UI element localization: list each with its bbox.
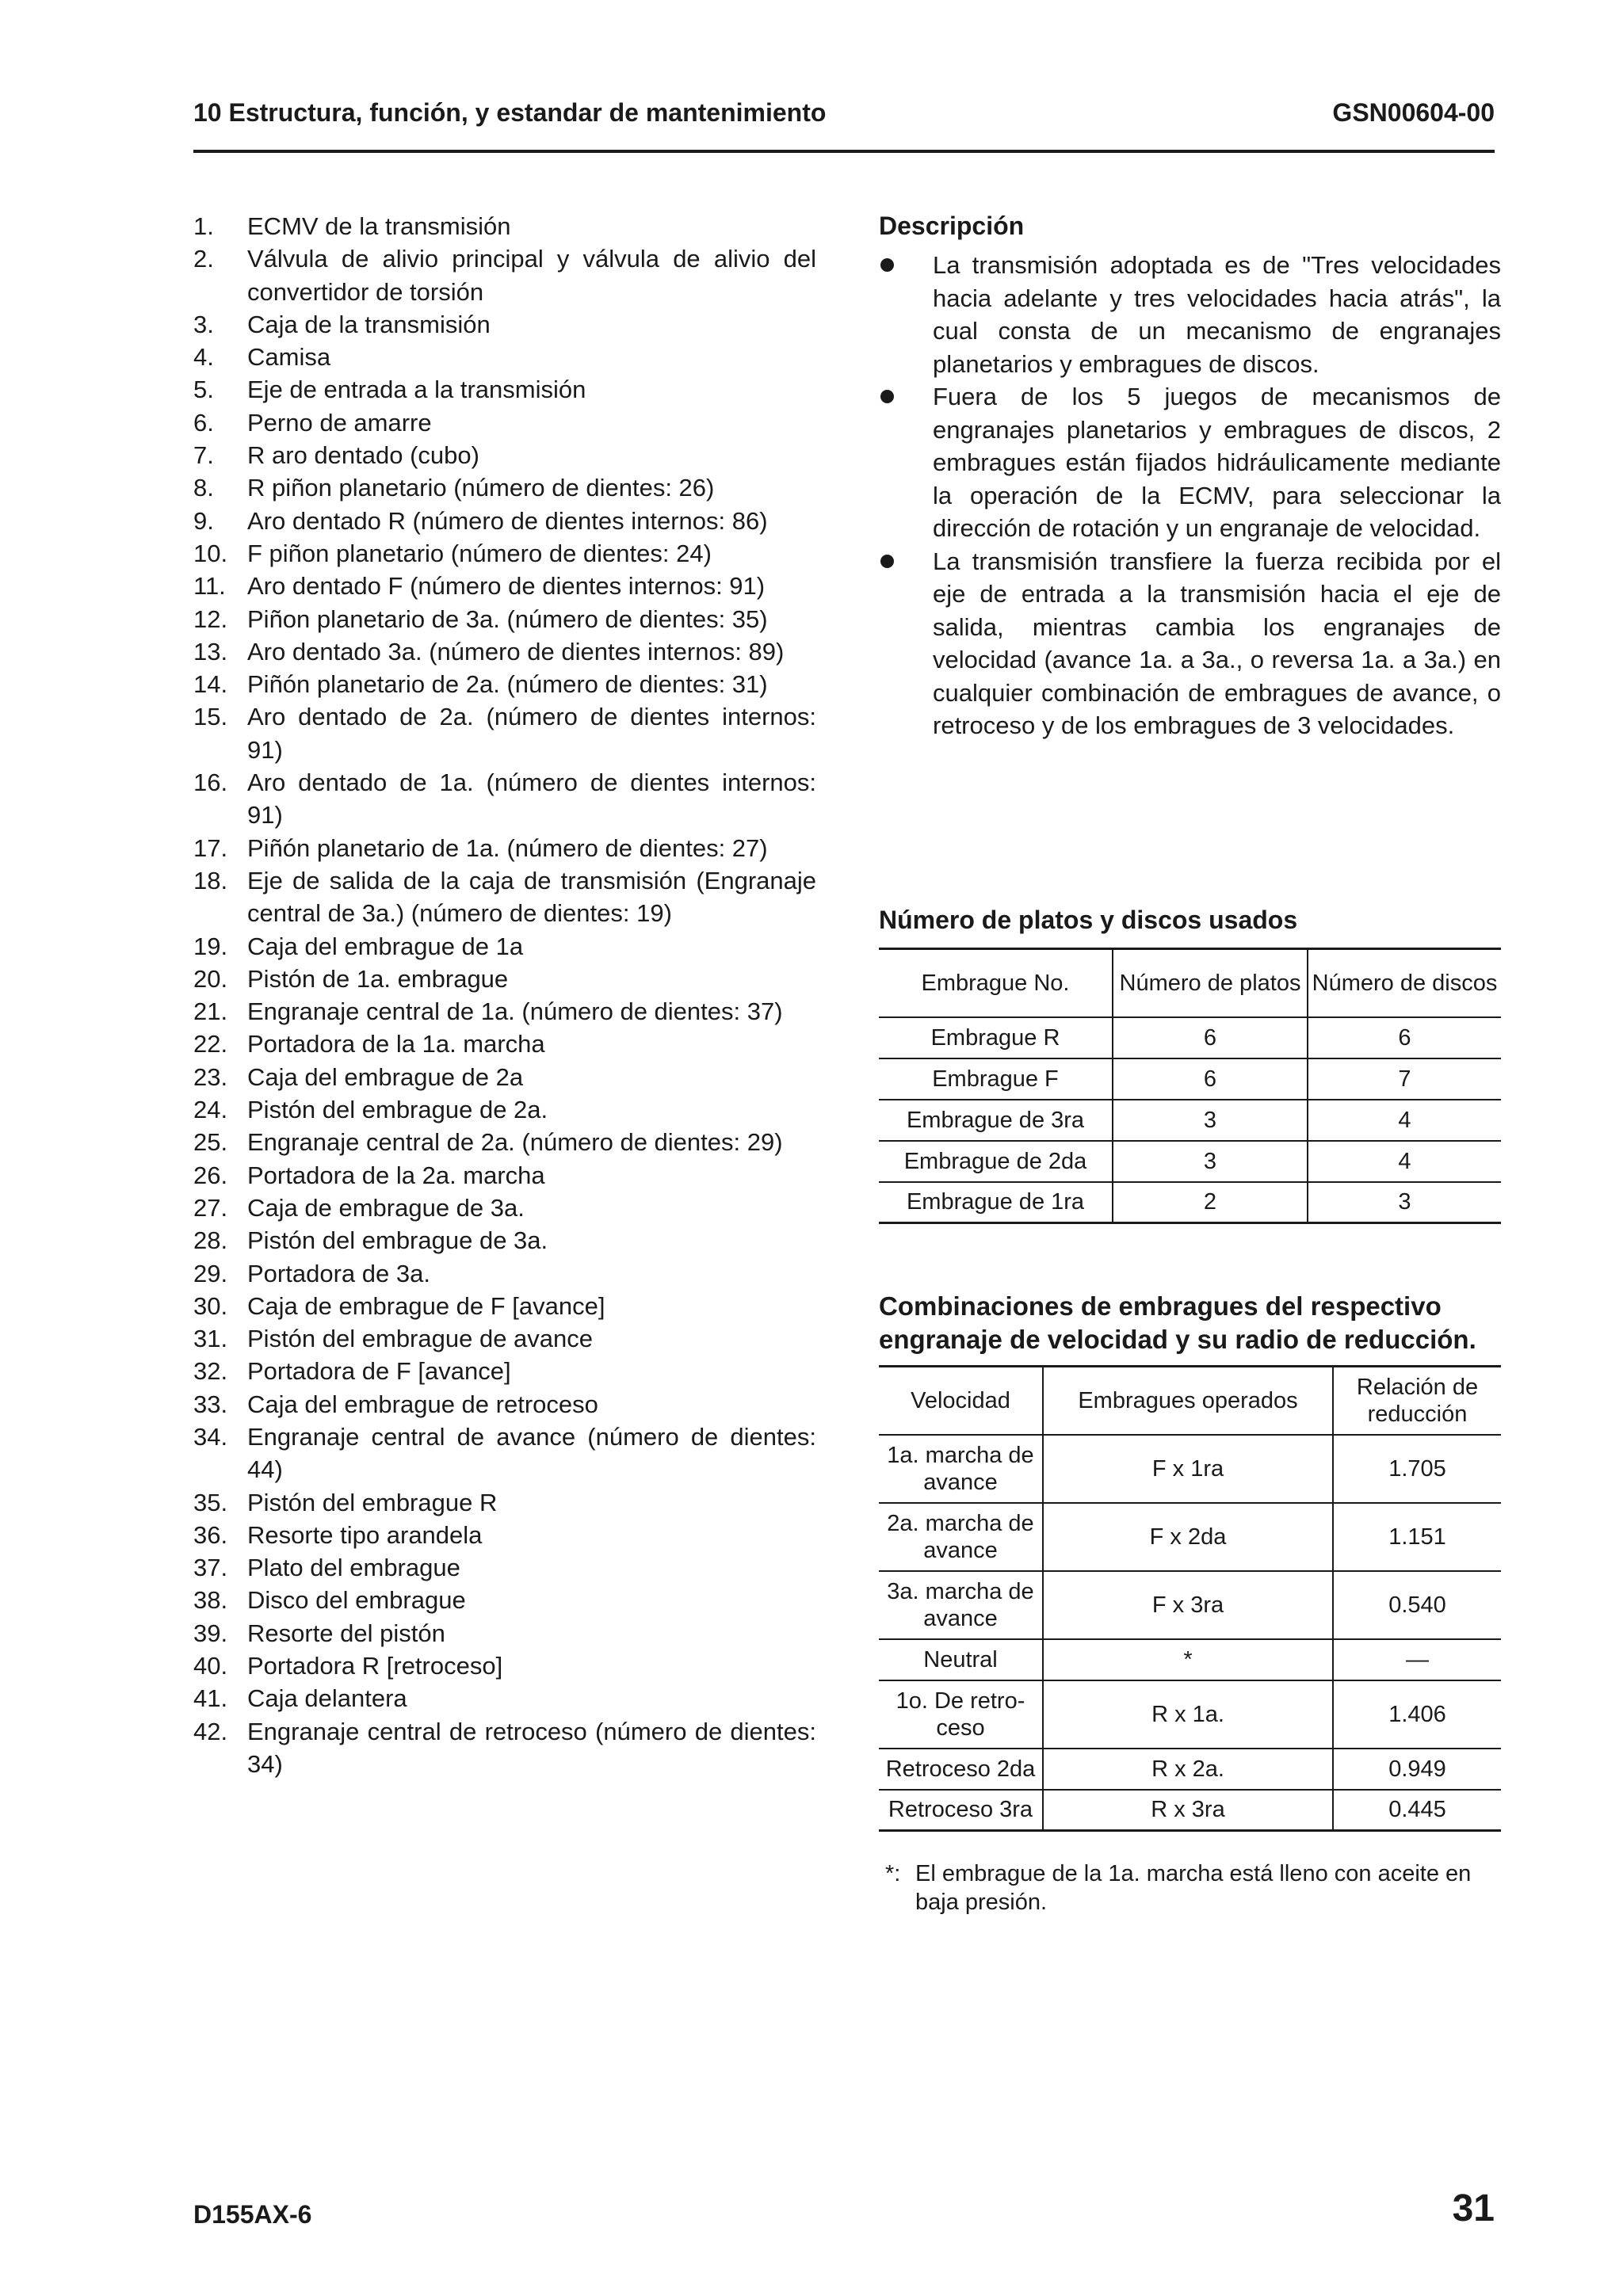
item-text: Caja de embrague de F [avance] [247,1291,605,1320]
item-number: 7. [193,441,214,470]
list-item [879,380,1501,545]
list-item [193,1028,816,1060]
item-number: 8. [193,474,214,502]
item-text: Portadora de 3a. [247,1259,430,1287]
item-text: Aro dentado 3a. (número de dientes internos: 89) [247,637,785,666]
item-text: Caja de la transmisión [247,310,491,338]
table-cell: 6 [1113,1017,1308,1058]
item-text: Caja delantera [247,1684,407,1713]
list-item [193,963,816,995]
item-number: 28. [193,1226,228,1255]
description-section [879,210,1501,742]
item-text: Caja de embrague de 3a. [247,1193,525,1222]
table-row [879,1100,1501,1141]
list-item [193,1421,816,1486]
list-item [193,1061,816,1093]
table-cell: 2 [1113,1182,1308,1223]
bullet-icon [880,390,894,403]
header-doc-code: GSN00604-00 [1332,98,1495,127]
list-item [193,1551,816,1584]
item-text: Camisa [247,343,331,372]
item-number: 38. [193,1586,228,1615]
list-item [193,1682,816,1714]
item-text: Aro dentado de 1a. (número de dientes internos: 91) [247,769,816,830]
table-cell: 4 [1308,1141,1501,1182]
item-text: F piñon planetario (número de dientes: 24) [247,539,712,567]
item-number: 20. [193,964,228,993]
item-text: Caja del embrague de retroceso [247,1390,598,1418]
table-cell: Neutral [879,1639,1043,1680]
footer-model: D155AX-6 [193,2200,312,2229]
table-cell: F x 2da [1043,1503,1333,1571]
list-item [193,439,816,471]
item-text: Perno de amarre [247,408,432,437]
list-item [193,505,816,537]
list-item [193,1388,816,1421]
list-item [193,930,816,963]
item-text: R aro dentado (cubo) [247,441,479,470]
column-header: Embragues operados [1043,1367,1333,1435]
item-number: 19. [193,932,228,960]
item-number: 16. [193,769,228,797]
item-text: Pistón de 1a. embrague [247,964,509,993]
item-text: Disco del embrague [247,1586,466,1615]
table-cell: 2a. marcha de avance [879,1503,1043,1571]
list-item [193,1650,816,1682]
table-row [879,1058,1501,1100]
plates-table-title: Número de platos y discos usados [879,906,1298,934]
list-item [193,603,816,635]
item-text: Engranaje central de retroceso (número de dientes: 34) [247,1717,816,1778]
item-number: 15. [193,703,228,731]
item-number: 30. [193,1291,228,1320]
item-number: 22. [193,1030,228,1058]
table-cell: 1o. De retro-ceso [879,1680,1043,1749]
list-item [879,249,1501,380]
list-item [193,1257,816,1290]
item-number: 24. [193,1096,228,1124]
item-text: Pistón del embrague de avance [247,1325,594,1353]
table-cell: 3 [1308,1182,1501,1223]
list-item [193,1192,816,1224]
column-header: Relación de reducción [1333,1367,1501,1435]
list-item [193,210,816,242]
item-text: Pistón del embrague R [247,1488,498,1516]
table-cell: * [1043,1639,1333,1680]
item-number: 11. [193,572,226,601]
table-cell: 1a. marcha de avance [879,1435,1043,1503]
item-number: 10. [193,539,228,567]
list-item [193,1126,816,1158]
item-text: Aro dentado de 2a. (número de dientes internos: 91) [247,703,816,764]
description-bullets [879,249,1501,742]
table-cell: R x 2a. [1043,1749,1333,1790]
description-title: Descripción [879,212,1025,240]
item-text: Eje de salida de la caja de transmisión (Engranaje central de 3a.) (número de dientes: 19) [247,866,816,928]
parts-list [193,210,816,1780]
item-number: 40. [193,1652,228,1680]
item-number: 31. [193,1325,228,1353]
list-item [193,864,816,930]
item-number: 42. [193,1717,228,1745]
table-cell: 0.540 [1333,1571,1501,1639]
item-number: 3. [193,310,214,338]
item-number: 25. [193,1128,228,1157]
list-item [879,545,1501,742]
table-cell: 3 [1113,1100,1308,1141]
item-text: Engranaje central de 2a. (número de dientes: 29) [247,1128,783,1157]
bullet-text: La transmisión adoptada es de "Tres velocidades hacia adelante y tres velocidades hacia atrás", la cual consta de un mecanismo de engranajes planetarios y embragues de discos. [933,251,1501,378]
column-header: Embrague No. [879,949,1113,1017]
combo-table-title: Combinaciones de embragues del respectivo engranaje de velocidad y su radio de reducción. [879,1291,1476,1354]
list-item [193,471,816,504]
item-number: 6. [193,408,214,437]
header-title: 10 Estructura, función, y estandar de mantenimiento [193,98,827,127]
table-row [879,1749,1501,1790]
item-text: Piñon planetario de 3a. (número de dientes: 35) [247,605,768,633]
item-number: 29. [193,1259,228,1287]
table-row [879,1435,1501,1503]
item-number: 35. [193,1488,228,1516]
item-number: 26. [193,1161,228,1189]
item-text: Válvula de alivio principal y válvula de alivio del convertidor de torsión [247,245,816,306]
table-header-row [879,1367,1501,1435]
page-number: 31 [1452,2187,1495,2229]
list-item [193,1093,816,1126]
list-item [193,341,816,373]
table-cell: 0.949 [1333,1749,1501,1790]
item-number: 18. [193,866,228,894]
item-number: 33. [193,1390,228,1418]
item-text: R piñon planetario (número de dientes: 26) [247,474,715,502]
list-item [193,1290,816,1322]
list-item [193,570,816,602]
item-number: 39. [193,1619,228,1647]
list-item [193,1486,816,1519]
item-text: Piñón planetario de 2a. (número de dientes: 31) [247,670,768,699]
item-text: Eje de entrada a la transmisión [247,376,586,404]
header-rule [193,150,1495,153]
column-header: Velocidad [879,1367,1043,1435]
table-cell: 6 [1113,1058,1308,1100]
list-item [193,635,816,668]
table-cell: 1.406 [1333,1680,1501,1749]
item-number: 14. [193,670,228,699]
table-row [879,1680,1501,1749]
item-number: 1. [193,212,214,240]
item-text: Portadora de la 1a. marcha [247,1030,545,1058]
footnote-mark: *: [885,1861,901,1886]
item-text: Aro dentado F (número de dientes internos: 91) [247,572,766,601]
item-number: 9. [193,506,214,535]
table-cell: — [1333,1639,1501,1680]
table-row [879,1571,1501,1639]
item-text: Engranaje central de avance (número de dientes: 44) [247,1422,816,1484]
item-text: Piñón planetario de 1a. (número de dientes: 27) [247,833,768,862]
table-cell: F x 1ra [1043,1435,1333,1503]
item-number: 32. [193,1357,228,1386]
item-text: Pistón del embrague de 3a. [247,1226,548,1255]
column-header: Número de discos [1308,949,1501,1017]
item-number: 12. [193,605,228,633]
item-number: 4. [193,343,214,372]
item-text: Caja del embrague de 2a [247,1062,524,1091]
table-cell: R x 3ra [1043,1790,1333,1831]
table-cell: 1.151 [1333,1503,1501,1571]
list-item [193,1715,816,1781]
footnote-text: El embrague de la 1a. marcha está lleno con aceite en baja presión. [915,1861,1472,1915]
table-cell: 0.445 [1333,1790,1501,1831]
list-item [193,995,816,1028]
table-cell: 3a. marcha de avance [879,1571,1043,1639]
item-number: 41. [193,1684,228,1713]
item-number: 23. [193,1062,228,1091]
item-text: Caja del embrague de 1a [247,932,524,960]
item-text: Pistón del embrague de 2a. [247,1096,548,1124]
list-item [193,537,816,570]
table-row [879,1017,1501,1058]
list-item [193,1224,816,1257]
list-item [193,1617,816,1650]
list-item [193,373,816,406]
item-text: Plato del embrague [247,1554,460,1582]
list-item [193,1519,816,1551]
item-number: 13. [193,637,228,666]
table-row [879,1639,1501,1680]
table-cell: Embrague de 3ra [879,1100,1113,1141]
item-number: 34. [193,1422,228,1451]
item-text: Portadora de la 2a. marcha [247,1161,545,1189]
table-header-row [879,949,1501,1017]
list-item [193,406,816,439]
item-text: Resorte tipo arandela [247,1520,483,1549]
list-item [193,668,816,700]
column-header: Número de platos [1113,949,1308,1017]
table-cell: 3 [1113,1141,1308,1182]
item-text: Engranaje central de 1a. (número de dientes: 37) [247,997,783,1026]
table-cell: F x 3ra [1043,1571,1333,1639]
table-row [879,1182,1501,1223]
table-cell: Embrague de 1ra [879,1182,1113,1223]
table-row [879,1503,1501,1571]
table-cell: Embrague F [879,1058,1113,1100]
bullet-text: Fuera de los 5 juegos de mecanismos de engranajes planetarios y embragues de discos, 2 embragues están fijados hidráulicamente mediante la operación de la ECMV, para seleccionar la dirección de rotación y un engranaje de velocidad. [933,383,1501,542]
list-item [193,308,816,341]
list-item [193,1584,816,1616]
list-item [193,1159,816,1192]
table-row [879,1141,1501,1182]
item-text: Aro dentado R (número de dientes internos: 86) [247,506,768,535]
item-number: 36. [193,1520,228,1549]
list-item [193,1322,816,1355]
list-item [193,832,816,864]
item-text: Portadora R [retroceso] [247,1652,503,1680]
item-text: Portadora de F [avance] [247,1357,511,1386]
item-number: 37. [193,1554,228,1582]
list-item [193,700,816,766]
parts-list-column [193,210,816,1780]
table-footnote [879,1859,1501,1917]
list-item [193,766,816,832]
table-cell: 1.705 [1333,1435,1501,1503]
item-number: 17. [193,833,228,862]
table-row [879,1790,1501,1831]
table-cell: 6 [1308,1017,1501,1058]
clutch-combination-table [879,1365,1501,1832]
table-cell: 4 [1308,1100,1501,1141]
item-number: 5. [193,376,214,404]
bullet-icon [880,555,894,568]
item-number: 27. [193,1193,228,1222]
bullet-text: La transmisión transfiere la fuerza recibida por el eje de entrada a la transmisión hacia el eje de salida, mientras cambia los engranajes de velocidad (avance 1a. a 3a., o reversa 1a. a 3a.) en cualquier combinación de embragues de avance, o retroceso y de los embragues de 3 velocidades. [933,547,1501,739]
item-number: 2. [193,245,214,273]
table-cell: 7 [1308,1058,1501,1100]
item-number: 21. [193,997,228,1026]
plates-discs-table [879,948,1501,1224]
table-cell: Retroceso 2da [879,1749,1043,1790]
list-item [193,242,816,308]
table-cell: Embrague de 2da [879,1141,1113,1182]
item-text: ECMV de la transmisión [247,212,511,240]
item-text: Resorte del pistón [247,1619,445,1647]
table-cell: Embrague R [879,1017,1113,1058]
list-item [193,1355,816,1387]
table-cell: Retroceso 3ra [879,1790,1043,1831]
table-cell: R x 1a. [1043,1680,1333,1749]
bullet-icon [880,258,894,272]
